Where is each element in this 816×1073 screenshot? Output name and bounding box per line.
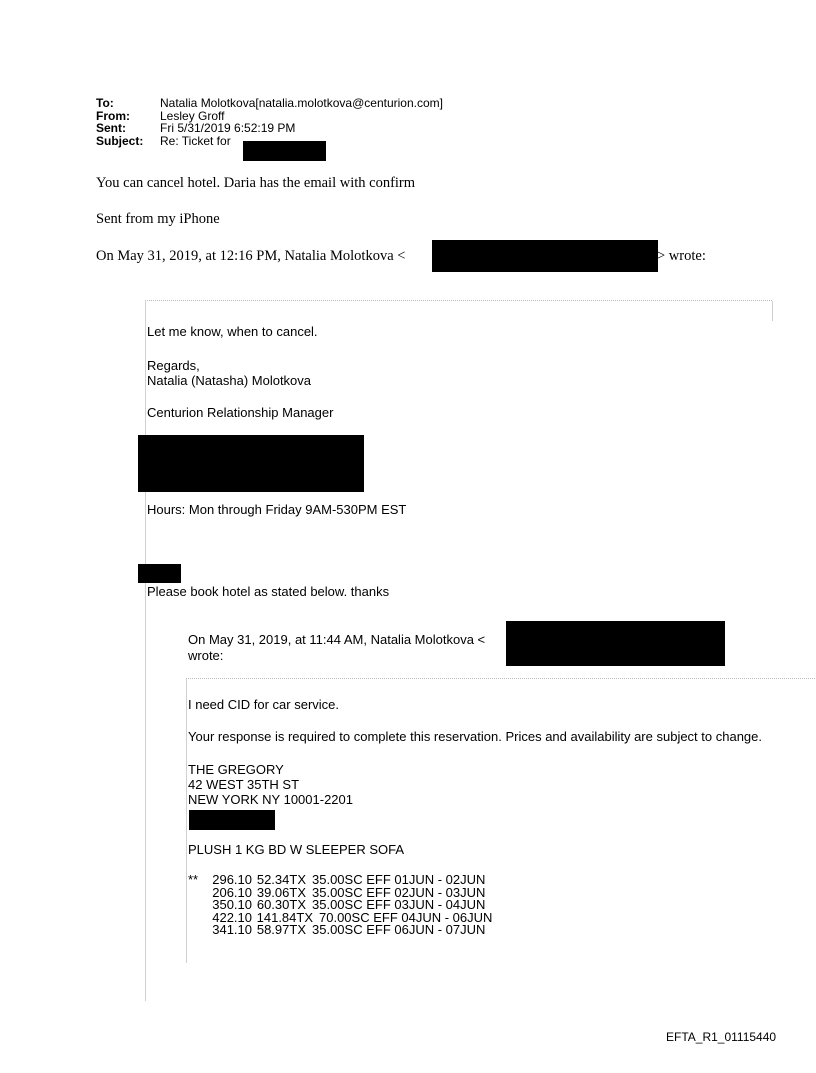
- hotel-name: THE GREGORY: [188, 762, 284, 777]
- to-value: Natalia Molotkova[natalia.molotkova@centurion.com]: [160, 96, 443, 110]
- quoted2-intro-start: On May 31, 2019, at 11:44 AM, Natalia Molotkova <: [188, 632, 486, 647]
- redaction-email-1: [432, 240, 658, 272]
- rate-tax: 39.06TX: [256, 884, 306, 900]
- to-row: [96, 97, 443, 110]
- quoted2-response: Your response is required to complete this reservation. Prices and availability are subject to change.: [188, 729, 762, 744]
- quoted2-cid: I need CID for car service.: [188, 697, 339, 712]
- quoted2-intro-end: wrote:: [188, 648, 224, 663]
- rate-detail: 70.00SC EFF 04JUN - 06JUN: [319, 909, 493, 925]
- quoted1-hours: Hours: Mon through Friday 9AM-530PM EST: [147, 502, 407, 517]
- rate-detail: 35.00SC EFF 03JUN - 04JUN: [312, 897, 486, 912]
- sent-label: Sent:: [96, 121, 126, 135]
- rate-amount: 350.10: [212, 897, 252, 912]
- quote-intro-start: On May 31, 2019, at 12:16 PM, Natalia Molotkova <: [96, 248, 406, 264]
- redaction-email-2: [506, 621, 725, 666]
- quoted1-regards: Regards,: [147, 358, 200, 373]
- rate-tax: 60.30TX: [256, 897, 306, 912]
- rate-tax: 141.84TX: [256, 909, 313, 925]
- reply-signature: Sent from my iPhone: [96, 211, 220, 227]
- sent-value: Fri 5/31/2019 6:52:19 PM: [160, 121, 296, 135]
- room-type: PLUSH 1 KG BD W SLEEPER SOFA: [188, 842, 405, 857]
- rate-amount: 296.10: [212, 872, 252, 887]
- rate-amount: 422.10: [212, 909, 252, 925]
- quote-border-tick: [772, 301, 773, 321]
- rate-mark: [188, 899, 202, 912]
- rates-table: [188, 874, 492, 937]
- redaction-subject: [243, 141, 326, 161]
- rate-row: [188, 924, 492, 937]
- rate-detail: 35.00SC EFF 02JUN - 03JUN: [312, 884, 486, 900]
- redaction-hotel-phone: [189, 810, 275, 830]
- rate-mark: [188, 924, 202, 937]
- hotel-address-1: 42 WEST 35TH ST: [188, 777, 300, 792]
- reply-line: You can cancel hotel. Daria has the email with confirm: [96, 175, 416, 191]
- subject-label: Subject:: [96, 133, 144, 148]
- quoted1-name: Natalia (Natasha) Molotkova: [147, 373, 312, 388]
- subject-value: Re: Ticket for: [160, 133, 231, 148]
- from-label: From:: [96, 108, 130, 123]
- from-value: Lesley Groff: [160, 108, 225, 123]
- rate-tax: 52.34TX: [256, 872, 306, 887]
- quoted1-title: Centurion Relationship Manager: [147, 405, 334, 420]
- rate-mark: **: [188, 872, 199, 887]
- redaction-contact-info: [138, 435, 364, 492]
- email-header: [96, 97, 443, 147]
- quoted1-line1: Let me know, when to cancel.: [147, 324, 318, 339]
- rate-amount: 341.10: [212, 922, 252, 937]
- document-id: EFTA_R1_01115440: [666, 1030, 777, 1044]
- rate-detail: 35.00SC EFF 06JUN - 07JUN: [312, 922, 486, 937]
- quote-intro-end: > wrote:: [657, 248, 706, 264]
- rate-detail: 35.00SC EFF 01JUN - 02JUN: [312, 872, 486, 887]
- rate-mark: [188, 887, 202, 900]
- rate-amount: 206.10: [212, 884, 252, 900]
- rate-tax: 58.97TX: [256, 922, 306, 937]
- quoted1-request: Please book hotel as stated below. thanks: [147, 584, 390, 599]
- rate-mark: [188, 912, 202, 925]
- redaction-greeting: [138, 564, 181, 583]
- to-label: To:: [96, 96, 114, 110]
- hotel-address-2: NEW YORK NY 10001-2201: [188, 792, 353, 807]
- sent-row: [96, 122, 443, 135]
